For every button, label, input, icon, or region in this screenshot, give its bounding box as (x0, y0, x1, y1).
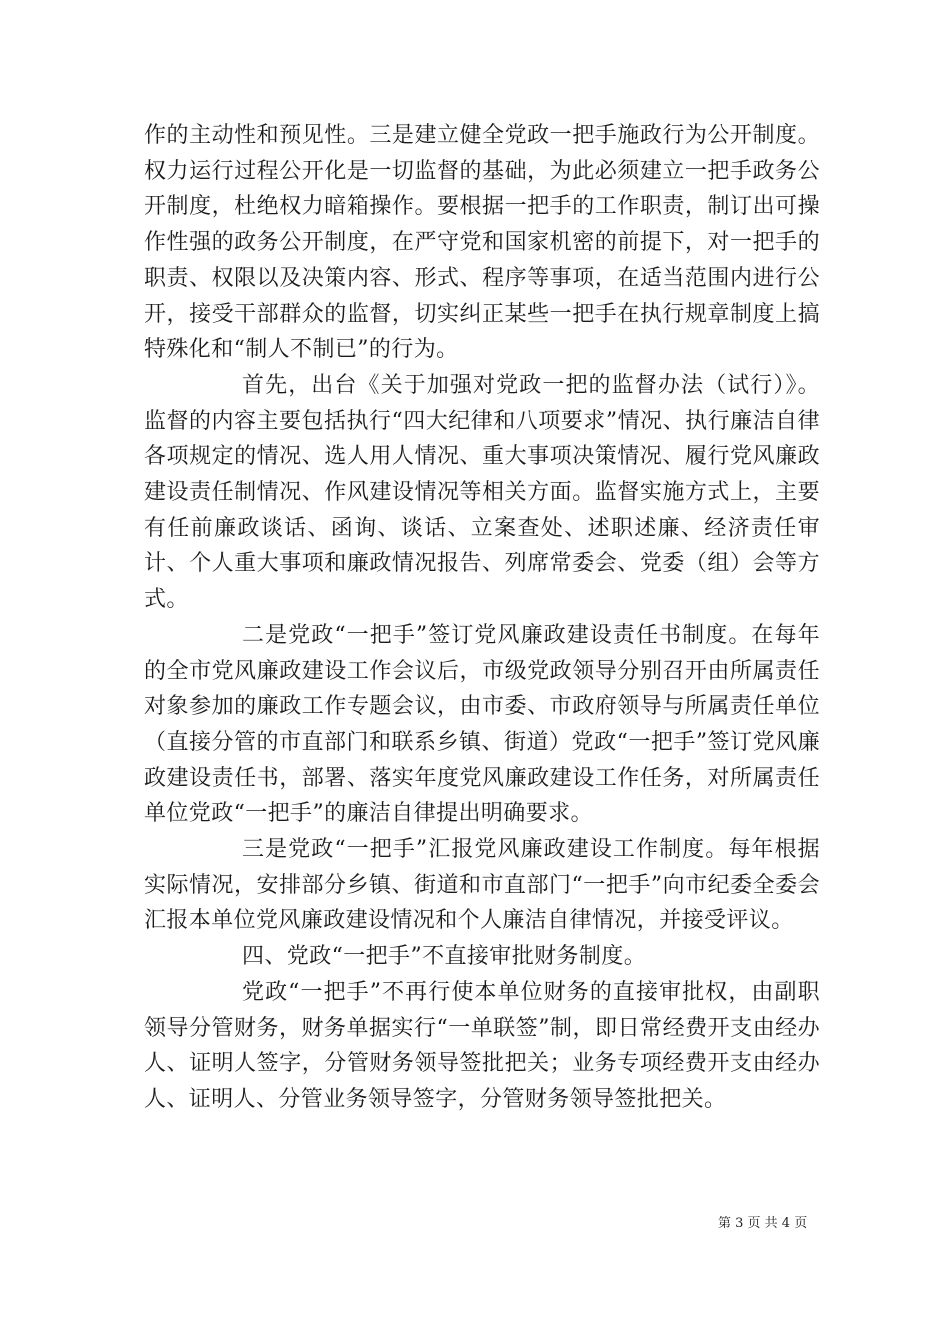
paragraph-finance-approval: 党政“一把手”不再行使本单位财务的直接审批权，由副职领导分管财务，财务单据实行“一单联签”制，即日常经费开支由经办人、证明人签字，分管财务领导签批把关；业务专项经费开支由经办人、证明人、分管业务领导签字，分管财务领导签批把关。 (144, 979, 820, 1112)
document-body (144, 118, 820, 1118)
paragraph-reporting-system: 三是党政“一把手”汇报党风廉政建设工作制度。每年根据实际情况，安排部分乡镇、街道和市直部门“一把手”向市纪委全委会汇报本单位党风廉政建设情况和个人廉洁自律情况，并接受评议。 (144, 837, 820, 934)
paragraph-responsibility-letter: 二是党政“一把手”签订党风廉政建设责任书制度。在每年的全市党风廉政建设工作会议后，市级党政领导分别召开由所属责任对象参加的廉政工作专题会议，由市委、市政府领导与所属责任单位（直接分管的市直部门和联系乡镇、街道）党政“一把手”签订党风廉政建设责任书，部署、落实年度党风廉政建设工作任务，对所属责任单位党政“一把手”的廉洁自律提出明确要求。 (144, 622, 820, 827)
section-heading-finance: 四、党政“一把手”不直接审批财务制度。 (242, 944, 647, 970)
paragraph-supervision-measures: 首先，出台《关于加强对党政一把的监督办法（试行）》。监督的内容主要包括执行“四大纪律和八项要求”情况、执行廉洁自律各项规定的情况、选人用人情况、重大事项决策情况、履行党风廉政建设责任制情况、作风建设情况等相关方面。监督实施方式上，主要有任前廉政谈话、函询、谈话、立案查处、述职述廉、经济责任审计、个人重大事项和廉政情况报告、列席常委会、党委（组）会等方式。 (144, 372, 820, 613)
page-number-footer: 第 3 页 共 4 页 (718, 1216, 808, 1231)
paragraph-continuation: 作的主动性和预见性。三是建立健全党政一把手施政行为公开制度。权力运行过程公开化是一切监督的基础，为此必须建立一把手政务公开制度，杜绝权力暗箱操作。要根据一把手的工作职责，制订出可操作性强的政务公开制度，在严守党和国家机密的前提下，对一把手的职责、权限以及决策内容、形式、程序等事项，在适当范围内进行公开，接受干部群众的监督，切实纠正某些一把手在执行规章制度上搞特殊化和“制人不制已”的行为。 (144, 123, 820, 363)
